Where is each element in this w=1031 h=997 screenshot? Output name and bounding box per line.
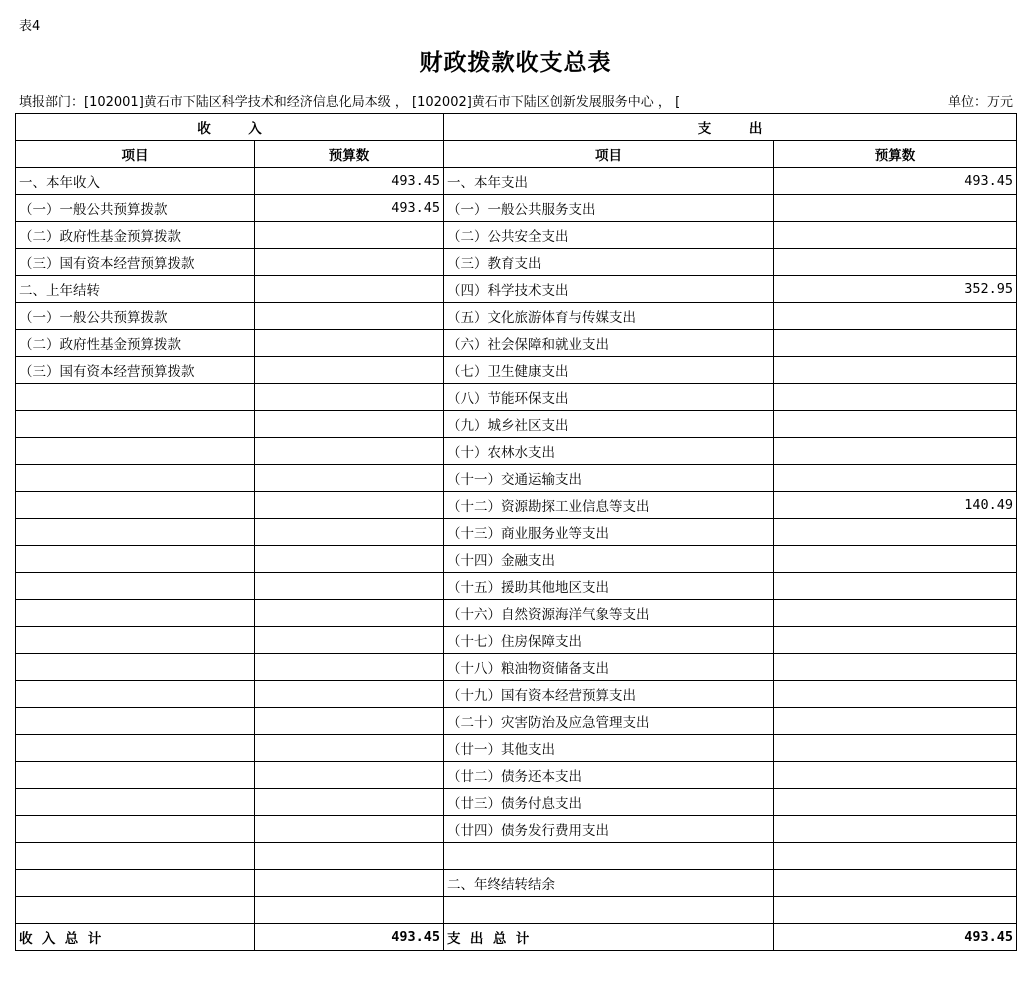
expense-item-cell: （十四）金融支出 bbox=[444, 546, 774, 573]
table-row bbox=[16, 411, 1017, 438]
income-item-cell: （二）政府性基金预算拨款 bbox=[16, 330, 255, 357]
income-item-cell bbox=[16, 735, 255, 762]
group-header-row bbox=[16, 114, 1017, 141]
table-row bbox=[16, 816, 1017, 843]
table-row bbox=[16, 438, 1017, 465]
income-item-cell: 一、本年收入 bbox=[16, 168, 255, 195]
income-item-cell bbox=[16, 843, 255, 870]
expense-item-cell bbox=[444, 843, 774, 870]
expense-item-cell: （十二）资源勘探工业信息等支出 bbox=[444, 492, 774, 519]
income-item-cell bbox=[16, 573, 255, 600]
expense-value-cell bbox=[774, 357, 1017, 384]
table-row bbox=[16, 168, 1017, 195]
income-value-cell bbox=[255, 681, 444, 708]
income-value-cell bbox=[255, 789, 444, 816]
budget-table bbox=[15, 113, 1017, 951]
income-item-cell bbox=[16, 384, 255, 411]
income-item-cell bbox=[16, 438, 255, 465]
expense-value-cell bbox=[774, 681, 1017, 708]
income-item-cell: （三）国有资本经营预算拨款 bbox=[16, 249, 255, 276]
income-item-header: 项目 bbox=[16, 141, 255, 168]
table-row bbox=[16, 492, 1017, 519]
table-row bbox=[16, 762, 1017, 789]
table-row bbox=[16, 546, 1017, 573]
income-item-cell bbox=[16, 600, 255, 627]
income-item-cell: （三）国有资本经营预算拨款 bbox=[16, 357, 255, 384]
table-row bbox=[16, 303, 1017, 330]
expense-value-cell bbox=[774, 465, 1017, 492]
income-value-cell bbox=[255, 249, 444, 276]
expense-value-cell bbox=[774, 303, 1017, 330]
income-value-cell bbox=[255, 627, 444, 654]
expense-item-cell: （二）公共安全支出 bbox=[444, 222, 774, 249]
expense-item-cell: （二十）灾害防治及应急管理支出 bbox=[444, 708, 774, 735]
totals-row bbox=[16, 924, 1017, 951]
income-item-cell bbox=[16, 762, 255, 789]
income-value-cell bbox=[255, 762, 444, 789]
income-value-cell bbox=[255, 519, 444, 546]
expense-item-cell: （廿四）债务发行费用支出 bbox=[444, 816, 774, 843]
income-value-cell bbox=[255, 843, 444, 870]
table-row bbox=[16, 600, 1017, 627]
expense-item-cell: （七）卫生健康支出 bbox=[444, 357, 774, 384]
expense-item-cell: （五）文化旅游体育与传媒支出 bbox=[444, 303, 774, 330]
expense-budget-header: 预算数 bbox=[774, 141, 1017, 168]
expense-value-cell: 140.49 bbox=[774, 492, 1017, 519]
income-item-cell bbox=[16, 789, 255, 816]
expense-item-cell: （四）科学技术支出 bbox=[444, 276, 774, 303]
income-value-cell bbox=[255, 465, 444, 492]
expense-item-cell: 一、本年支出 bbox=[444, 168, 774, 195]
expense-item-cell: （十五）援助其他地区支出 bbox=[444, 573, 774, 600]
expense-item-cell: （十八）粮油物资储备支出 bbox=[444, 654, 774, 681]
expense-item-cell: （九）城乡社区支出 bbox=[444, 411, 774, 438]
expense-item-cell: （八）节能环保支出 bbox=[444, 384, 774, 411]
unit-label: 单位：万元 bbox=[947, 95, 1013, 110]
income-value-cell bbox=[255, 330, 444, 357]
income-value-cell bbox=[255, 546, 444, 573]
expense-value-cell bbox=[774, 573, 1017, 600]
expense-value-cell bbox=[774, 438, 1017, 465]
income-value-cell bbox=[255, 708, 444, 735]
expense-item-cell: 二、年终结转结余 bbox=[444, 870, 774, 897]
page-title: 财政拨款收支总表 bbox=[419, 49, 612, 76]
table-row bbox=[16, 249, 1017, 276]
expense-value-cell bbox=[774, 708, 1017, 735]
sheet-label: 表4 bbox=[19, 19, 41, 34]
expense-value-cell bbox=[774, 762, 1017, 789]
income-item-cell: 二、上年结转 bbox=[16, 276, 255, 303]
income-value-cell bbox=[255, 600, 444, 627]
income-value-cell bbox=[255, 384, 444, 411]
expense-value-cell bbox=[774, 843, 1017, 870]
table-row bbox=[16, 330, 1017, 357]
income-item-cell bbox=[16, 708, 255, 735]
income-item-cell bbox=[16, 411, 255, 438]
income-value-cell bbox=[255, 654, 444, 681]
expense-value-cell: 352.95 bbox=[774, 276, 1017, 303]
expense-value-cell bbox=[774, 789, 1017, 816]
table-row bbox=[16, 573, 1017, 600]
income-budget-header: 预算数 bbox=[255, 141, 444, 168]
income-group-header: 收 入 bbox=[16, 114, 444, 141]
income-value-cell bbox=[255, 303, 444, 330]
column-header-row bbox=[16, 141, 1017, 168]
expense-item-cell: （廿二）债务还本支出 bbox=[444, 762, 774, 789]
income-item-cell bbox=[16, 654, 255, 681]
income-item-cell: （一）一般公共预算拨款 bbox=[16, 303, 255, 330]
income-value-cell bbox=[255, 438, 444, 465]
expense-value-cell bbox=[774, 627, 1017, 654]
table-row bbox=[16, 276, 1017, 303]
expense-value-cell bbox=[774, 654, 1017, 681]
expense-item-cell: （十六）自然资源海洋气象等支出 bbox=[444, 600, 774, 627]
expense-total-label: 支 出 总 计 bbox=[444, 924, 774, 951]
expense-group-header: 支 出 bbox=[444, 114, 1017, 141]
table-row bbox=[16, 843, 1017, 870]
expense-value-cell bbox=[774, 870, 1017, 897]
expense-value-cell bbox=[774, 195, 1017, 222]
expense-value-cell bbox=[774, 519, 1017, 546]
table-row bbox=[16, 681, 1017, 708]
table-row bbox=[16, 654, 1017, 681]
income-item-cell bbox=[16, 546, 255, 573]
table-row bbox=[16, 870, 1017, 897]
income-value-cell: 493.45 bbox=[255, 195, 444, 222]
reporting-department: 填报部门：[102001]黄石市下陆区科学技术和经济信息化局本级 ， [102002]黄石市下陆区创新发展服务中心 ， [ bbox=[19, 95, 681, 110]
expense-value-cell bbox=[774, 330, 1017, 357]
income-value-cell bbox=[255, 870, 444, 897]
expense-item-cell: （三）教育支出 bbox=[444, 249, 774, 276]
income-item-cell: （一）一般公共预算拨款 bbox=[16, 195, 255, 222]
income-value-cell bbox=[255, 276, 444, 303]
expense-value-cell bbox=[774, 816, 1017, 843]
table-row bbox=[16, 897, 1017, 924]
income-item-cell bbox=[16, 870, 255, 897]
income-item-cell bbox=[16, 897, 255, 924]
expense-item-header: 项目 bbox=[444, 141, 774, 168]
table-row bbox=[16, 357, 1017, 384]
expense-value-cell bbox=[774, 411, 1017, 438]
expense-item-cell: （十七）住房保障支出 bbox=[444, 627, 774, 654]
expense-item-cell: （廿一）其他支出 bbox=[444, 735, 774, 762]
table-row bbox=[16, 627, 1017, 654]
expense-item-cell: （十九）国有资本经营预算支出 bbox=[444, 681, 774, 708]
table-row bbox=[16, 735, 1017, 762]
income-item-cell bbox=[16, 519, 255, 546]
expense-value-cell bbox=[774, 546, 1017, 573]
expense-value-cell bbox=[774, 600, 1017, 627]
expense-value-cell: 493.45 bbox=[774, 168, 1017, 195]
income-item-cell bbox=[16, 627, 255, 654]
expense-item-cell bbox=[444, 897, 774, 924]
expense-value-cell bbox=[774, 249, 1017, 276]
income-value-cell bbox=[255, 357, 444, 384]
expense-item-cell: （十三）商业服务业等支出 bbox=[444, 519, 774, 546]
expense-value-cell bbox=[774, 222, 1017, 249]
income-item-cell bbox=[16, 492, 255, 519]
income-total-label: 收 入 总 计 bbox=[16, 924, 255, 951]
expense-item-cell: （十）农林水支出 bbox=[444, 438, 774, 465]
income-total-value: 493.45 bbox=[255, 924, 444, 951]
expense-value-cell bbox=[774, 735, 1017, 762]
income-item-cell bbox=[16, 816, 255, 843]
income-value-cell bbox=[255, 573, 444, 600]
table-row bbox=[16, 465, 1017, 492]
expense-item-cell: （廿三）债务付息支出 bbox=[444, 789, 774, 816]
income-value-cell bbox=[255, 816, 444, 843]
expense-item-cell: （一）一般公共服务支出 bbox=[444, 195, 774, 222]
table-row bbox=[16, 789, 1017, 816]
expense-value-cell bbox=[774, 384, 1017, 411]
expense-value-cell bbox=[774, 897, 1017, 924]
income-value-cell bbox=[255, 735, 444, 762]
income-value-cell bbox=[255, 411, 444, 438]
income-value-cell bbox=[255, 897, 444, 924]
expense-total-value: 493.45 bbox=[774, 924, 1017, 951]
income-value-cell: 493.45 bbox=[255, 168, 444, 195]
income-item-cell: （二）政府性基金预算拨款 bbox=[16, 222, 255, 249]
table-row bbox=[16, 195, 1017, 222]
income-item-cell bbox=[16, 465, 255, 492]
table-row bbox=[16, 384, 1017, 411]
income-value-cell bbox=[255, 222, 444, 249]
expense-item-cell: （十一）交通运输支出 bbox=[444, 465, 774, 492]
income-item-cell bbox=[16, 681, 255, 708]
income-value-cell bbox=[255, 492, 444, 519]
table-row bbox=[16, 519, 1017, 546]
expense-item-cell: （六）社会保障和就业支出 bbox=[444, 330, 774, 357]
table-row bbox=[16, 708, 1017, 735]
table-row bbox=[16, 222, 1017, 249]
